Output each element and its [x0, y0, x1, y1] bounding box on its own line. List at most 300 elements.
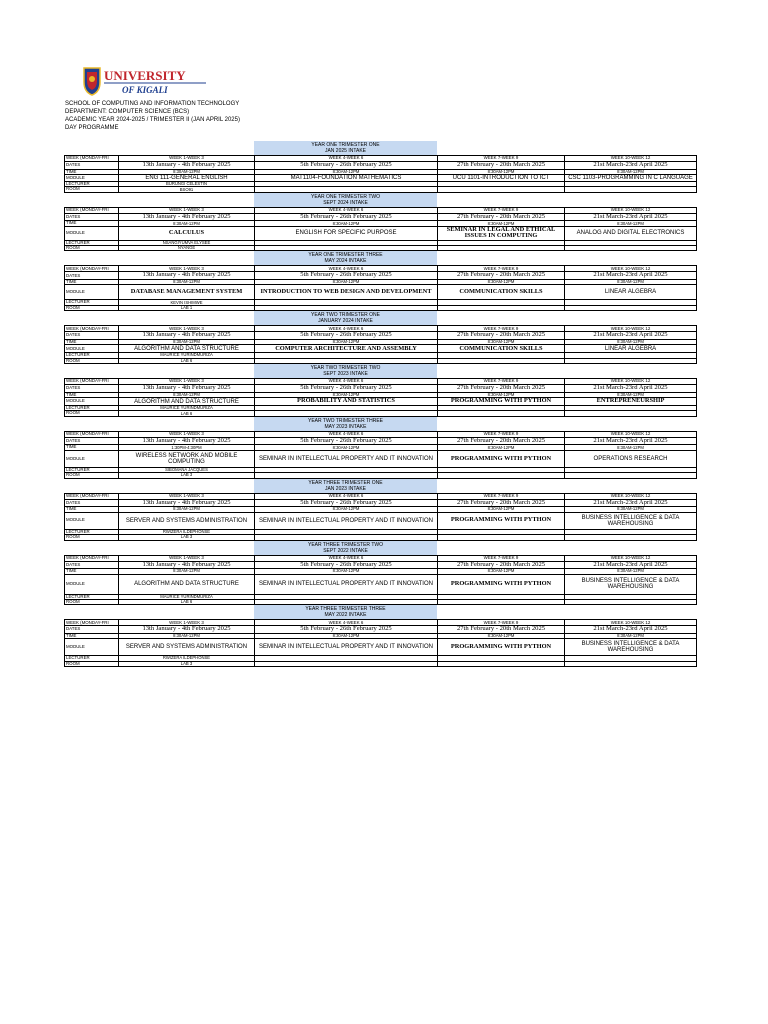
section-title	[254, 364, 437, 378]
section-table	[64, 155, 697, 193]
week-cell: WEEK 1-WEEK 3	[119, 493, 255, 499]
week-cell: WEEK 10-WEEK 12	[565, 266, 697, 272]
room-cell: LAB 3	[119, 661, 255, 666]
week-cell: WEEK 4-WEEK 6	[255, 326, 438, 332]
week-cell: WEEK 4-WEEK 6	[255, 156, 438, 162]
module-cell: PROGRAMMING WITH PYTHON	[438, 450, 565, 467]
time-cell: 8:30AM-12PM	[119, 169, 255, 174]
module-cell: WIRELESS NETWORK AND MOBILE COMPUTING	[119, 450, 255, 467]
row-label: MODULE	[65, 285, 119, 300]
dates-cell: 21st March-23rd April 2025	[565, 272, 697, 280]
module-cell: SEMINAR IN INTELLECTUAL PROPERTY AND IT INNOVATION	[255, 639, 438, 656]
time-cell: 8:30AM-12PM	[438, 169, 565, 174]
school-line: SCHOOL OF COMPUTING AND INFORMATION TECHNOLOGY	[65, 101, 240, 107]
dates-cell: 27th February - 20th March 2025	[438, 437, 565, 445]
row-label: LECTURER	[65, 529, 119, 534]
week-cell: WEEK 1-WEEK 3	[119, 266, 255, 272]
section-title-line2: SEPT 2022 INTAKE	[323, 547, 368, 554]
room-cell	[438, 187, 565, 192]
row-label: LECTURER	[65, 300, 119, 305]
dates-cell: 5th February - 26th February 2025	[255, 272, 438, 280]
document-heading	[65, 100, 240, 132]
time-cell: 8:30AM-12PM	[119, 507, 255, 512]
row-dates	[65, 626, 697, 634]
row-label: WEEK (MONDAY-FRI	[65, 431, 119, 437]
module-cell: COMPUTER ARCHITECTURE AND ASSEMBLY	[255, 345, 438, 353]
module-cell: PROGRAMMING WITH PYTHON	[438, 639, 565, 656]
row-label: TIME	[65, 169, 119, 174]
time-cell: 8:30AM-12PM	[565, 339, 697, 344]
time-cell: 8:30AM-12PM	[438, 445, 565, 450]
timetable-section	[64, 193, 696, 252]
row-label: TIME	[65, 507, 119, 512]
row-label: WEEK (MONDAY-FRI	[65, 555, 119, 561]
week-cell: WEEK 1-WEEK 3	[119, 326, 255, 332]
dates-cell: 27th February - 20th March 2025	[438, 162, 565, 170]
room-cell	[438, 599, 565, 604]
lecturer-cell: NSANGIYUMVA ELYSEE	[119, 240, 255, 245]
dates-cell: 13th January - 4th February 2025	[119, 437, 255, 445]
section-title	[254, 605, 437, 619]
dates-cell: 27th February - 20th March 2025	[438, 626, 565, 634]
module-cell: DATABASE MANAGEMENT SYSTEM	[119, 285, 255, 300]
row-label: ROOM	[65, 535, 119, 540]
row-label: WEEK (MONDAY-FRI	[65, 207, 119, 213]
dates-cell: 21st March-23rd April 2025	[565, 385, 697, 393]
row-dates	[65, 272, 697, 280]
time-cell: 8:30AM-12PM	[255, 445, 438, 450]
dates-cell: 13th January - 4th February 2025	[119, 213, 255, 221]
module-cell: BUSINESS INTELLIGENCE & DATA WAREHOUSING	[565, 574, 697, 594]
time-cell: 8:30AM-12PM	[565, 445, 697, 450]
logo-word1: UNIVERSITY	[104, 68, 186, 83]
week-cell: WEEK 10-WEEK 12	[565, 207, 697, 213]
row-room	[65, 246, 697, 251]
row-module	[65, 398, 697, 406]
row-label: LECTURER	[65, 240, 119, 245]
row-label: LECTURER	[65, 467, 119, 472]
module-cell: ENTREPRENEURSHIP	[565, 398, 697, 406]
section-table	[64, 555, 697, 606]
week-cell: WEEK 10-WEEK 12	[565, 555, 697, 561]
room-cell	[438, 411, 565, 416]
dates-cell: 5th February - 26th February 2025	[255, 437, 438, 445]
room-cell	[255, 661, 438, 666]
row-label: MODULE	[65, 226, 119, 240]
section-title-line2: MAY 2024 INTAKE	[324, 258, 367, 265]
module-cell: ALGORITHM AND DATA STRUCTURE	[119, 574, 255, 594]
room-cell: NYANGE	[119, 246, 255, 251]
row-label: TIME	[65, 280, 119, 285]
week-cell: WEEK 4-WEEK 6	[255, 431, 438, 437]
dates-cell: 5th February - 26th February 2025	[255, 332, 438, 340]
row-label: WEEK (MONDAY-FRI	[65, 156, 119, 162]
week-cell: WEEK 10-WEEK 12	[565, 431, 697, 437]
section-title	[254, 193, 437, 207]
section-table	[64, 378, 697, 417]
timetable	[64, 141, 696, 667]
lecturer-cell: RWIZERA ILDEPHONSE	[119, 656, 255, 661]
dates-cell: 27th February - 20th March 2025	[438, 561, 565, 569]
row-label: MODULE	[65, 512, 119, 529]
week-cell: WEEK 1-WEEK 3	[119, 379, 255, 385]
module-cell: ANALOG AND DIGITAL ELECTRONICS	[565, 226, 697, 240]
room-cell	[565, 661, 697, 666]
section-title	[254, 311, 437, 325]
row-module	[65, 175, 697, 182]
section-title-line1: YEAR THREE TRIMESTER ONE	[308, 479, 383, 486]
row-label: WEEK (MONDAY-FRI	[65, 266, 119, 272]
row-dates	[65, 561, 697, 569]
row-label: ROOM	[65, 599, 119, 604]
row-label: DATES	[65, 561, 119, 569]
module-cell: OPERATIONS RESEARCH	[565, 450, 697, 467]
row-label: ROOM	[65, 187, 119, 192]
time-cell: 1:30PM-4:30PM	[119, 445, 255, 450]
module-cell: SERVER AND SYSTEMS ADMINISTRATION	[119, 639, 255, 656]
row-label: MODULE	[65, 450, 119, 467]
module-cell: SEMINAR IN LEGAL AND ETHICAL ISSUES IN COMPUTING	[438, 226, 565, 240]
module-cell: ENG 111-GENERAL ENGLISH	[119, 175, 255, 182]
dates-cell: 21st March-23rd April 2025	[565, 561, 697, 569]
section-title	[254, 417, 437, 431]
row-label: MODULE	[65, 574, 119, 594]
section-table	[64, 207, 697, 252]
room-cell	[438, 473, 565, 478]
row-label: WEEK (MONDAY-FRI	[65, 326, 119, 332]
timetable-section	[64, 479, 696, 541]
module-cell: SERVER AND SYSTEMS ADMINISTRATION	[119, 512, 255, 529]
row-room	[65, 305, 697, 310]
row-room	[65, 599, 697, 604]
room-cell	[255, 599, 438, 604]
lecturer-cell: MAURICE YURINDMURIZA	[119, 353, 255, 358]
row-label: DATES	[65, 385, 119, 393]
time-cell: 8:30AM-12PM	[119, 569, 255, 574]
section-title-line1: YEAR THREE TRIMESTER TWO	[307, 541, 383, 548]
dates-cell: 21st March-23rd April 2025	[565, 626, 697, 634]
module-cell: PROGRAMMING WITH PYTHON	[438, 512, 565, 529]
row-label: TIME	[65, 392, 119, 397]
week-cell: WEEK 1-WEEK 3	[119, 207, 255, 213]
room-cell	[438, 246, 565, 251]
row-module	[65, 285, 697, 300]
lecturer-cell: RWIZERA ILDEPHONSE	[119, 529, 255, 534]
week-cell: WEEK 7-WEEK 9	[438, 207, 565, 213]
time-cell: 8:30AM-12PM	[119, 633, 255, 638]
room-cell	[255, 473, 438, 478]
department-line: DEPARTMENT: COMPUTER SCIENCE (BCS)	[65, 109, 190, 115]
module-cell: INTRODUCTION TO WEB DESIGN AND DEVELOPMENT	[255, 285, 438, 300]
room-cell	[565, 473, 697, 478]
time-cell: 8:30AM-12PM	[438, 392, 565, 397]
room-cell: LAB 3	[119, 535, 255, 540]
logo-word2: OF KIGALI	[122, 85, 168, 95]
row-label: WEEK (MONDAY-FRI	[65, 493, 119, 499]
row-label: ROOM	[65, 473, 119, 478]
week-cell: WEEK 7-WEEK 9	[438, 555, 565, 561]
row-module	[65, 574, 697, 594]
week-cell: WEEK 1-WEEK 3	[119, 620, 255, 626]
section-title-line1: YEAR ONE TRIMESTER THREE	[308, 252, 383, 259]
module-cell: SEMINAR IN INTELLECTUAL PROPERTY AND IT INNOVATION	[255, 512, 438, 529]
room-cell	[565, 535, 697, 540]
dates-cell: 21st March-23rd April 2025	[565, 213, 697, 221]
module-cell: LINEAR ALGEBRA	[565, 285, 697, 300]
time-cell: 8:30AM-12PM	[119, 392, 255, 397]
time-cell: 8:30AM-12PM	[255, 221, 438, 226]
section-title-line1: YEAR TWO TRIMESTER ONE	[311, 312, 380, 319]
room-cell: LAB 6	[119, 599, 255, 604]
row-label: DATES	[65, 213, 119, 221]
row-label: ROOM	[65, 411, 119, 416]
row-module	[65, 345, 697, 353]
dates-cell: 13th January - 4th February 2025	[119, 385, 255, 393]
room-cell	[255, 187, 438, 192]
row-label: LECTURER	[65, 656, 119, 661]
section-table	[64, 619, 697, 667]
row-label: MODULE	[65, 398, 119, 406]
room-cell	[255, 535, 438, 540]
module-cell: CSC 1103-PROGRAMMING IN C LANGUAGE	[565, 175, 697, 182]
dates-cell: 21st March-23rd April 2025	[565, 437, 697, 445]
row-label: ROOM	[65, 358, 119, 363]
module-cell: PROBABILITY AND STATISTICS	[255, 398, 438, 406]
week-cell: WEEK 4-WEEK 6	[255, 207, 438, 213]
row-label: TIME	[65, 633, 119, 638]
room-cell	[565, 411, 697, 416]
week-cell: WEEK 4-WEEK 6	[255, 379, 438, 385]
dates-cell: 5th February - 26th February 2025	[255, 499, 438, 507]
time-cell: 8:30AM-12PM	[438, 339, 565, 344]
section-title-line1: YEAR ONE TRIMESTER TWO	[311, 193, 380, 200]
room-cell	[438, 661, 565, 666]
row-label: WEEK (MONDAY-FRI	[65, 379, 119, 385]
time-cell: 8:30AM-12PM	[255, 392, 438, 397]
academic-year-line: ACADEMIC YEAR 2024-2025 / TRIMESTER II (JAN APRIL 2025)	[65, 117, 240, 123]
section-table	[64, 265, 697, 311]
week-cell: WEEK 10-WEEK 12	[565, 156, 697, 162]
section-title-line2: MAY 2023 INTAKE	[324, 423, 367, 430]
row-module	[65, 639, 697, 656]
row-module	[65, 512, 697, 529]
time-cell: 8:30AM-12PM	[565, 392, 697, 397]
section-table	[64, 431, 697, 479]
time-cell: 8:30AM-12PM	[255, 169, 438, 174]
timetable-section	[64, 311, 696, 364]
dates-cell: 13th January - 4th February 2025	[119, 626, 255, 634]
time-cell: 8:30AM-12PM	[255, 633, 438, 638]
module-cell: ALGORITHM AND DATA STRUCTURE	[119, 398, 255, 406]
week-cell: WEEK 7-WEEK 9	[438, 493, 565, 499]
section-title-line1: YEAR ONE TRIMESTER ONE	[311, 142, 380, 148]
row-label: TIME	[65, 569, 119, 574]
module-cell: UCU 1101-INTRODUCTION TO ICT	[438, 175, 565, 182]
week-cell: WEEK 4-WEEK 6	[255, 555, 438, 561]
time-cell: 8:30AM-12PM	[565, 280, 697, 285]
timetable-section	[64, 364, 696, 417]
week-cell: WEEK 7-WEEK 9	[438, 620, 565, 626]
section-title-line1: YEAR TWO TRIMESTER TWO	[310, 365, 381, 372]
section-title-line1: YEAR TWO TRIMESTER THREE	[307, 417, 383, 424]
time-cell: 8:30AM-12PM	[255, 280, 438, 285]
module-cell: MAT1104-FOUNDATION MATHEMATICS	[255, 175, 438, 182]
module-cell: SEMINAR IN INTELLECTUAL PROPERTY AND IT INNOVATION	[255, 574, 438, 594]
week-cell: WEEK 1-WEEK 3	[119, 431, 255, 437]
dates-cell: 5th February - 26th February 2025	[255, 213, 438, 221]
row-dates	[65, 332, 697, 340]
module-cell: CALCULUS	[119, 226, 255, 240]
timetable-section	[64, 417, 696, 479]
section-title-line2: JAN 2023 INTAKE	[324, 485, 367, 492]
lecturer-cell: BURUNGI CELESTIN	[119, 182, 255, 187]
crest-icon	[82, 64, 208, 98]
module-cell: PROGRAMMING WITH PYTHON	[438, 574, 565, 594]
timetable-section	[64, 251, 696, 311]
row-label: TIME	[65, 339, 119, 344]
row-label: MODULE	[65, 639, 119, 656]
room-cell	[565, 187, 697, 192]
row-label: ROOM	[65, 661, 119, 666]
dates-cell: 27th February - 20th March 2025	[438, 499, 565, 507]
lecturer-cell: MAURICE YURINDMURIZA	[119, 406, 255, 411]
room-cell: LAB 1	[119, 305, 255, 310]
row-dates	[65, 437, 697, 445]
timetable-section	[64, 141, 696, 193]
time-cell: 8:30AM-12PM	[255, 569, 438, 574]
dates-cell: 13th January - 4th February 2025	[119, 272, 255, 280]
row-label: MODULE	[65, 345, 119, 353]
section-title	[254, 541, 437, 555]
section-title-line2: MAY 2022 INTAKE	[324, 612, 367, 619]
dates-cell: 13th January - 4th February 2025	[119, 162, 255, 170]
row-label: TIME	[65, 445, 119, 450]
dates-cell: 5th February - 26th February 2025	[255, 626, 438, 634]
time-cell: 8:30AM-12PM	[438, 221, 565, 226]
time-cell: 8:30AM-12PM	[438, 633, 565, 638]
dates-cell: 27th February - 20th March 2025	[438, 272, 565, 280]
row-room	[65, 473, 697, 478]
row-module	[65, 226, 697, 240]
room-cell	[565, 599, 697, 604]
week-cell: WEEK 4-WEEK 6	[255, 266, 438, 272]
lecturer-cell: MAURICE YURINDMURIZA	[119, 594, 255, 599]
section-title-line1: YEAR THREE TRIMESTER THREE	[305, 606, 386, 613]
row-room	[65, 187, 697, 192]
dates-cell: 21st March-23rd April 2025	[565, 499, 697, 507]
week-cell: WEEK 7-WEEK 9	[438, 379, 565, 385]
row-room	[65, 535, 697, 540]
room-cell	[438, 305, 565, 310]
room-cell	[255, 358, 438, 363]
row-label: DATES	[65, 499, 119, 507]
time-cell: 8:30AM-12PM	[119, 339, 255, 344]
lecturer-cell: KEVIN ISHIMWE	[119, 300, 255, 305]
row-label: MODULE	[65, 175, 119, 182]
row-room	[65, 661, 697, 666]
time-cell: 8:30AM-12PM	[565, 169, 697, 174]
week-cell: WEEK 7-WEEK 9	[438, 431, 565, 437]
row-label: DATES	[65, 162, 119, 170]
row-dates	[65, 499, 697, 507]
section-title-line2: SEPT 2024 INTAKE	[323, 199, 368, 206]
room-cell	[255, 305, 438, 310]
dates-cell: 27th February - 20th March 2025	[438, 213, 565, 221]
row-label: ROOM	[65, 246, 119, 251]
time-cell: 8:30AM-12PM	[565, 507, 697, 512]
room-cell: LAB 3	[119, 473, 255, 478]
section-title-line2: SEPT 2023 INTAKE	[323, 371, 368, 378]
row-dates	[65, 385, 697, 393]
dates-cell: 27th February - 20th March 2025	[438, 332, 565, 340]
module-cell: ALGORITHM AND DATA STRUCTURE	[119, 345, 255, 353]
dates-cell: 5th February - 26th February 2025	[255, 385, 438, 393]
module-cell: BUSINESS INTELLIGENCE & DATA WAREHOUSING	[565, 512, 697, 529]
row-dates	[65, 213, 697, 221]
week-cell: WEEK 10-WEEK 12	[565, 379, 697, 385]
row-label: LECTURER	[65, 353, 119, 358]
row-label: DATES	[65, 332, 119, 340]
section-table	[64, 325, 697, 364]
room-cell	[565, 358, 697, 363]
timetable-section	[64, 605, 696, 667]
time-cell: 8:30AM-12PM	[565, 569, 697, 574]
row-dates	[65, 162, 697, 170]
module-cell: ENGLISH FOR SPECIFIC PURPOSE	[255, 226, 438, 240]
dates-cell: 21st March-23rd April 2025	[565, 332, 697, 340]
row-room	[65, 358, 697, 363]
row-label: LECTURER	[65, 594, 119, 599]
row-label: LECTURER	[65, 406, 119, 411]
room-cell	[438, 358, 565, 363]
lecturer-cell: SIBOMANA JACQUES	[119, 467, 255, 472]
module-cell: LINEAR ALGEBRA	[565, 345, 697, 353]
room-cell	[255, 246, 438, 251]
module-cell: PROGRAMMING WITH PYTHON	[438, 398, 565, 406]
section-title	[254, 141, 437, 155]
room-cell	[438, 535, 565, 540]
room-cell	[565, 246, 697, 251]
time-cell: 8:30AM-12PM	[565, 221, 697, 226]
time-cell: 8:30AM-12PM	[438, 280, 565, 285]
week-cell: WEEK 1-WEEK 3	[119, 156, 255, 162]
dates-cell: 13th January - 4th February 2025	[119, 499, 255, 507]
programme-line: DAY PROGRAMME	[65, 125, 119, 131]
room-cell: BSO91	[119, 187, 255, 192]
time-cell: 8:30AM-12PM	[438, 507, 565, 512]
dates-cell: 5th February - 26th February 2025	[255, 162, 438, 170]
university-logo	[82, 64, 208, 98]
week-cell: WEEK 7-WEEK 9	[438, 266, 565, 272]
room-cell: LAB 6	[119, 411, 255, 416]
week-cell: WEEK 4-WEEK 6	[255, 620, 438, 626]
row-label: DATES	[65, 626, 119, 634]
row-label: LECTURER	[65, 182, 119, 187]
row-label: DATES	[65, 437, 119, 445]
time-cell: 8:30AM-12PM	[438, 569, 565, 574]
time-cell: 8:30AM-12PM	[565, 633, 697, 638]
week-cell: WEEK 10-WEEK 12	[565, 493, 697, 499]
dates-cell: 13th January - 4th February 2025	[119, 561, 255, 569]
row-label: ROOM	[65, 305, 119, 310]
module-cell: COMMUNICATION SKILLS	[438, 345, 565, 353]
time-cell: 8:30AM-12PM	[255, 507, 438, 512]
module-cell: SEMINAR IN INTELLECTUAL PROPERTY AND IT INNOVATION	[255, 450, 438, 467]
row-label: WEEK (MONDAY-FRI	[65, 620, 119, 626]
week-cell: WEEK 7-WEEK 9	[438, 156, 565, 162]
section-title-line2: JANUARY 2024 INTAKE	[318, 318, 373, 325]
week-cell: WEEK 7-WEEK 9	[438, 326, 565, 332]
